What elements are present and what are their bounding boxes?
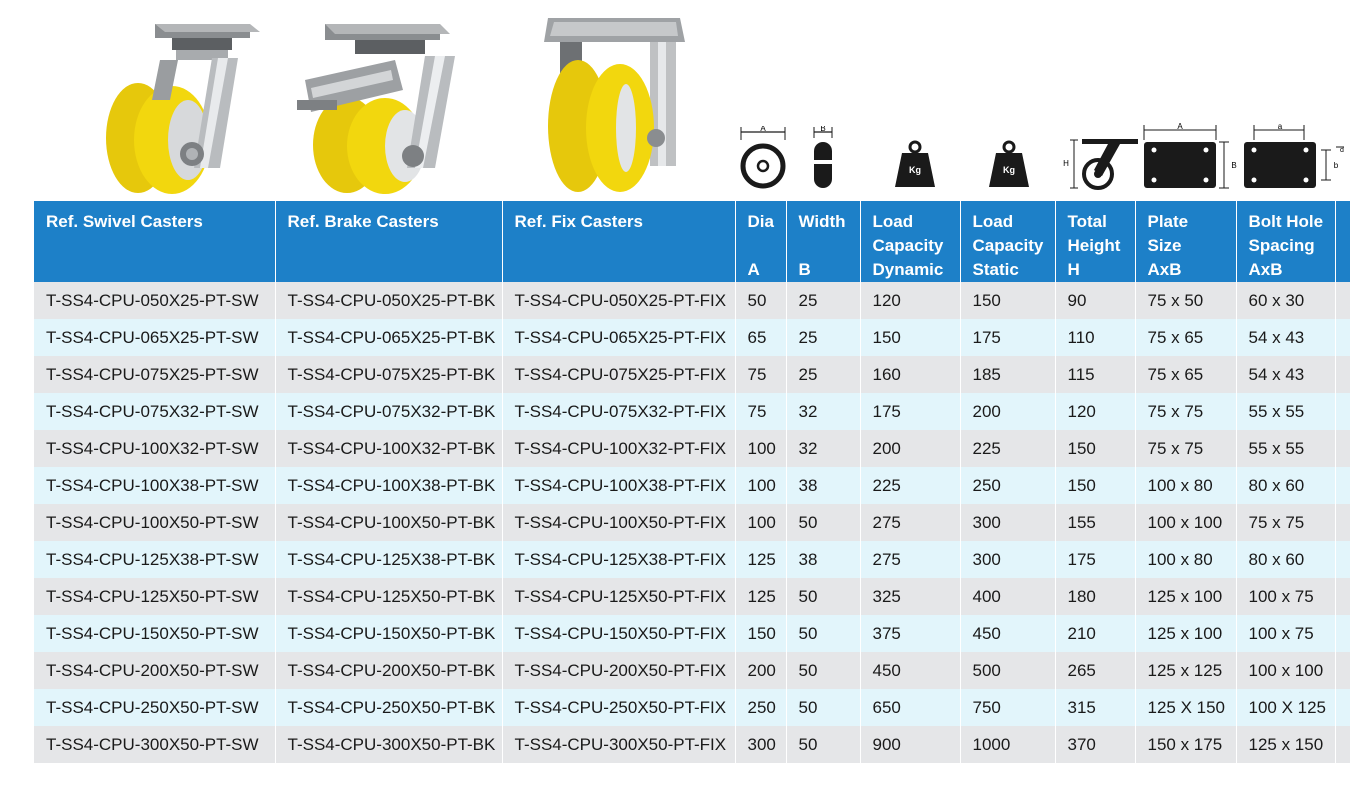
cell-load-static: 200 (960, 393, 1055, 430)
cell-brake: T-SS4-CPU-300X50-PT-BK (275, 726, 502, 763)
cell-bolt-spacing: 100 x 75 (1236, 578, 1335, 615)
column-header-line: AxB (1147, 260, 1182, 279)
cell-fix: T-SS4-CPU-100X50-PT-FIX (502, 504, 735, 541)
cell-swivel: T-SS4-CPU-125X50-PT-SW (34, 578, 275, 615)
cell-bolt-spacing: 100 x 100 (1236, 652, 1335, 689)
cell-width: 25 (786, 282, 860, 319)
cell-bolt-spacing: 55 x 55 (1236, 430, 1335, 467)
cell-dia: 50 (735, 282, 786, 319)
cell-plate-size: 75 x 75 (1135, 430, 1236, 467)
column-header-line: Dynamic (872, 260, 944, 279)
table-row (34, 393, 1350, 430)
cell-total-height: 90 (1055, 282, 1135, 319)
cell-total-height: 180 (1055, 578, 1135, 615)
column-header-line: H (1067, 260, 1080, 279)
cell-load-static: 300 (960, 541, 1055, 578)
table-row (34, 615, 1350, 652)
cell-dia: 100 (735, 430, 786, 467)
column-header-line: Capacity (872, 236, 944, 255)
cell-swivel: T-SS4-CPU-250X50-PT-SW (34, 689, 275, 726)
column-header-line: Width (798, 212, 846, 231)
cell-total-height: 115 (1055, 356, 1135, 393)
bolt-spacing-label-a: a (1277, 122, 1283, 131)
cell-swivel: T-SS4-CPU-100X50-PT-SW (34, 504, 275, 541)
cell-total-height: 120 (1055, 393, 1135, 430)
cell-bolt-spacing: 75 x 75 (1236, 504, 1335, 541)
cell-load-dynamic: 175 (860, 393, 960, 430)
cell-fix: T-SS4-CPU-065X25-PT-FIX (502, 319, 735, 356)
cell-swivel: T-SS4-CPU-100X38-PT-SW (34, 467, 275, 504)
cell-total-height: 370 (1055, 726, 1135, 763)
column-header-line: Plate (1147, 212, 1189, 231)
cell-extra (1335, 689, 1350, 726)
cell-width: 50 (786, 615, 860, 652)
column-header-swivel (34, 201, 275, 282)
column-header-plate-size (1135, 201, 1236, 282)
cell-extra (1335, 430, 1350, 467)
column-header-line: Ref. Brake Casters (287, 212, 439, 231)
cell-extra (1335, 541, 1350, 578)
cell-plate-size: 100 x 80 (1135, 541, 1236, 578)
cell-width: 50 (786, 578, 860, 615)
cell-bolt-spacing: 60 x 30 (1236, 282, 1335, 319)
cell-dia: 250 (735, 689, 786, 726)
cell-swivel: T-SS4-CPU-050X25-PT-SW (34, 282, 275, 319)
cell-fix: T-SS4-CPU-075X32-PT-FIX (502, 393, 735, 430)
cell-load-dynamic: 325 (860, 578, 960, 615)
cell-extra (1335, 393, 1350, 430)
cell-bolt-spacing: 55 x 55 (1236, 393, 1335, 430)
cell-fix: T-SS4-CPU-100X32-PT-FIX (502, 430, 735, 467)
column-header-line: Capacity (972, 236, 1044, 255)
column-header-fix (502, 201, 735, 282)
cell-swivel: T-SS4-CPU-125X38-PT-SW (34, 541, 275, 578)
cell-width: 25 (786, 356, 860, 393)
cell-load-dynamic: 450 (860, 652, 960, 689)
column-header-extra (1335, 201, 1350, 282)
bolt-spacing-label-b: b (1333, 161, 1339, 170)
cell-brake: T-SS4-CPU-065X25-PT-BK (275, 319, 502, 356)
cell-plate-size: 75 x 65 (1135, 319, 1236, 356)
table-body (34, 282, 1350, 763)
cell-brake: T-SS4-CPU-075X32-PT-BK (275, 393, 502, 430)
cell-brake: T-SS4-CPU-075X25-PT-BK (275, 356, 502, 393)
column-header-bolt-spacing (1236, 201, 1335, 282)
brake-caster-image (285, 20, 475, 195)
cell-plate-size: 75 x 50 (1135, 282, 1236, 319)
cell-fix: T-SS4-CPU-100X38-PT-FIX (502, 467, 735, 504)
cell-load-static: 300 (960, 504, 1055, 541)
cell-plate-size: 75 x 65 (1135, 356, 1236, 393)
cell-total-height: 315 (1055, 689, 1135, 726)
table-row (34, 356, 1350, 393)
cell-plate-size: 150 x 175 (1135, 726, 1236, 763)
cell-load-dynamic: 650 (860, 689, 960, 726)
cell-plate-size: 125 X 150 (1135, 689, 1236, 726)
cell-brake: T-SS4-CPU-100X50-PT-BK (275, 504, 502, 541)
cell-fix: T-SS4-CPU-250X50-PT-FIX (502, 689, 735, 726)
cell-plate-size: 125 x 125 (1135, 652, 1236, 689)
plate-size-label-b: B (1231, 161, 1237, 170)
cell-extra (1335, 467, 1350, 504)
cell-load-dynamic: 275 (860, 541, 960, 578)
fix-caster-image (530, 16, 690, 194)
table-row (34, 652, 1350, 689)
cell-dia: 150 (735, 615, 786, 652)
table-row (34, 467, 1350, 504)
cell-extra (1335, 504, 1350, 541)
column-header-line: Static (972, 260, 1019, 279)
cell-load-static: 225 (960, 430, 1055, 467)
cell-fix: T-SS4-CPU-300X50-PT-FIX (502, 726, 735, 763)
wheel-diameter-label: A (760, 126, 766, 133)
column-header-line: Dia (747, 212, 774, 231)
cell-dia: 75 (735, 356, 786, 393)
cell-fix: T-SS4-CPU-075X25-PT-FIX (502, 356, 735, 393)
cell-load-dynamic: 900 (860, 726, 960, 763)
swivel-caster-image (100, 20, 260, 195)
cell-plate-size: 100 x 80 (1135, 467, 1236, 504)
column-header-line: Spacing (1248, 236, 1315, 255)
cell-brake: T-SS4-CPU-100X32-PT-BK (275, 430, 502, 467)
cell-extra (1335, 615, 1350, 652)
cell-bolt-spacing: 100 x 75 (1236, 615, 1335, 652)
wheel-diameter-icon (735, 126, 791, 190)
table-row (34, 541, 1350, 578)
column-header-line: Total (1067, 212, 1107, 231)
cell-load-dynamic: 120 (860, 282, 960, 319)
cell-bolt-spacing: 80 x 60 (1236, 541, 1335, 578)
cell-bolt-spacing: 80 x 60 (1236, 467, 1335, 504)
cell-brake: T-SS4-CPU-050X25-PT-BK (275, 282, 502, 319)
cell-total-height: 175 (1055, 541, 1135, 578)
cell-swivel: T-SS4-CPU-065X25-PT-SW (34, 319, 275, 356)
cell-load-dynamic: 150 (860, 319, 960, 356)
table-row (34, 319, 1350, 356)
column-header-line: Load (972, 212, 1014, 231)
column-header-line: Bolt Hole (1248, 212, 1324, 231)
cell-swivel: T-SS4-CPU-150X50-PT-SW (34, 615, 275, 652)
cell-fix: T-SS4-CPU-150X50-PT-FIX (502, 615, 735, 652)
cell-extra (1335, 356, 1350, 393)
cell-total-height: 150 (1055, 467, 1135, 504)
caster-height-label: H (1063, 159, 1069, 168)
bolt-spacing-icon (1240, 120, 1350, 192)
table-row (34, 578, 1350, 615)
cell-load-static: 400 (960, 578, 1055, 615)
cell-extra (1335, 578, 1350, 615)
cell-total-height: 210 (1055, 615, 1135, 652)
table-row (34, 430, 1350, 467)
cell-swivel: T-SS4-CPU-200X50-PT-SW (34, 652, 275, 689)
cell-brake: T-SS4-CPU-250X50-PT-BK (275, 689, 502, 726)
cell-swivel: T-SS4-CPU-100X32-PT-SW (34, 430, 275, 467)
cell-fix: T-SS4-CPU-125X38-PT-FIX (502, 541, 735, 578)
cell-load-static: 175 (960, 319, 1055, 356)
column-header-load-dynamic (860, 201, 960, 282)
column-header-line: Ref. Fix Casters (514, 212, 643, 231)
column-header-load-static (960, 201, 1055, 282)
cell-brake: T-SS4-CPU-150X50-PT-BK (275, 615, 502, 652)
cell-bolt-spacing: 54 x 43 (1236, 356, 1335, 393)
column-header-line: AxB (1248, 260, 1283, 279)
cell-fix: T-SS4-CPU-200X50-PT-FIX (502, 652, 735, 689)
weight-static-label: Kg (1003, 165, 1015, 175)
cell-load-static: 150 (960, 282, 1055, 319)
cell-width: 32 (786, 430, 860, 467)
cell-load-static: 750 (960, 689, 1055, 726)
table-row (34, 689, 1350, 726)
column-header-line (799, 234, 850, 258)
weight-dynamic-label: Kg (909, 165, 921, 175)
column-header-dia (735, 201, 786, 282)
wheel-width-label: B (820, 126, 826, 133)
cell-total-height: 155 (1055, 504, 1135, 541)
cell-brake: T-SS4-CPU-200X50-PT-BK (275, 652, 502, 689)
table-row (34, 504, 1350, 541)
cell-width: 50 (786, 726, 860, 763)
cell-swivel: T-SS4-CPU-075X32-PT-SW (34, 393, 275, 430)
column-header-total-height (1055, 201, 1135, 282)
cell-bolt-spacing: 100 X 125 (1236, 689, 1335, 726)
column-header-width (786, 201, 860, 282)
column-header-line (748, 234, 776, 258)
cell-load-static: 500 (960, 652, 1055, 689)
cell-dia: 300 (735, 726, 786, 763)
cell-plate-size: 125 x 100 (1135, 578, 1236, 615)
cell-dia: 100 (735, 467, 786, 504)
cell-extra (1335, 282, 1350, 319)
cell-extra (1335, 652, 1350, 689)
column-header-line: Ref. Swivel Casters (46, 212, 203, 231)
cell-dia: 65 (735, 319, 786, 356)
cell-load-dynamic: 200 (860, 430, 960, 467)
column-header-brake (275, 201, 502, 282)
cell-swivel: T-SS4-CPU-300X50-PT-SW (34, 726, 275, 763)
table-row (34, 726, 1350, 763)
cell-extra (1335, 319, 1350, 356)
cell-load-dynamic: 160 (860, 356, 960, 393)
plate-size-label-a: A (1177, 122, 1183, 131)
column-header-line: A (747, 260, 760, 279)
cell-total-height: 265 (1055, 652, 1135, 689)
column-header-line: B (798, 260, 811, 279)
cell-width: 32 (786, 393, 860, 430)
cell-plate-size: 125 x 100 (1135, 615, 1236, 652)
cell-width: 38 (786, 541, 860, 578)
cell-load-dynamic: 275 (860, 504, 960, 541)
cell-load-static: 185 (960, 356, 1055, 393)
wheel-width-icon (808, 126, 838, 190)
plate-size-icon (1140, 120, 1240, 192)
cell-brake: T-SS4-CPU-125X38-PT-BK (275, 541, 502, 578)
cell-load-static: 1000 (960, 726, 1055, 763)
cell-load-static: 450 (960, 615, 1055, 652)
caster-height-icon (1060, 136, 1140, 192)
cell-bolt-spacing: 54 x 43 (1236, 319, 1335, 356)
cell-fix: T-SS4-CPU-050X25-PT-FIX (502, 282, 735, 319)
column-header-line: Height (1067, 236, 1121, 255)
cell-load-dynamic: 225 (860, 467, 960, 504)
cell-load-static: 250 (960, 467, 1055, 504)
bolt-spacing-label-d: d (1340, 147, 1344, 154)
table-row (34, 282, 1350, 319)
weight-static-icon (988, 140, 1030, 188)
cell-width: 50 (786, 652, 860, 689)
column-header-line: Size (1147, 236, 1182, 255)
cell-brake: T-SS4-CPU-100X38-PT-BK (275, 467, 502, 504)
cell-plate-size: 75 x 75 (1135, 393, 1236, 430)
cell-load-dynamic: 375 (860, 615, 960, 652)
cell-width: 38 (786, 467, 860, 504)
cell-fix: T-SS4-CPU-125X50-PT-FIX (502, 578, 735, 615)
cell-dia: 100 (735, 504, 786, 541)
cell-swivel: T-SS4-CPU-075X25-PT-SW (34, 356, 275, 393)
cell-width: 50 (786, 504, 860, 541)
cell-total-height: 150 (1055, 430, 1135, 467)
cell-dia: 125 (735, 541, 786, 578)
caster-spec-table (34, 201, 1350, 763)
cell-bolt-spacing: 125 x 150 (1236, 726, 1335, 763)
cell-total-height: 110 (1055, 319, 1135, 356)
weight-dynamic-icon (894, 140, 936, 188)
cell-width: 25 (786, 319, 860, 356)
table-header-row (34, 201, 1350, 282)
cell-plate-size: 100 x 100 (1135, 504, 1236, 541)
cell-width: 50 (786, 689, 860, 726)
cell-dia: 125 (735, 578, 786, 615)
cell-extra (1335, 726, 1350, 763)
cell-brake: T-SS4-CPU-125X50-PT-BK (275, 578, 502, 615)
cell-dia: 200 (735, 652, 786, 689)
column-header-line: Load (872, 212, 914, 231)
cell-dia: 75 (735, 393, 786, 430)
